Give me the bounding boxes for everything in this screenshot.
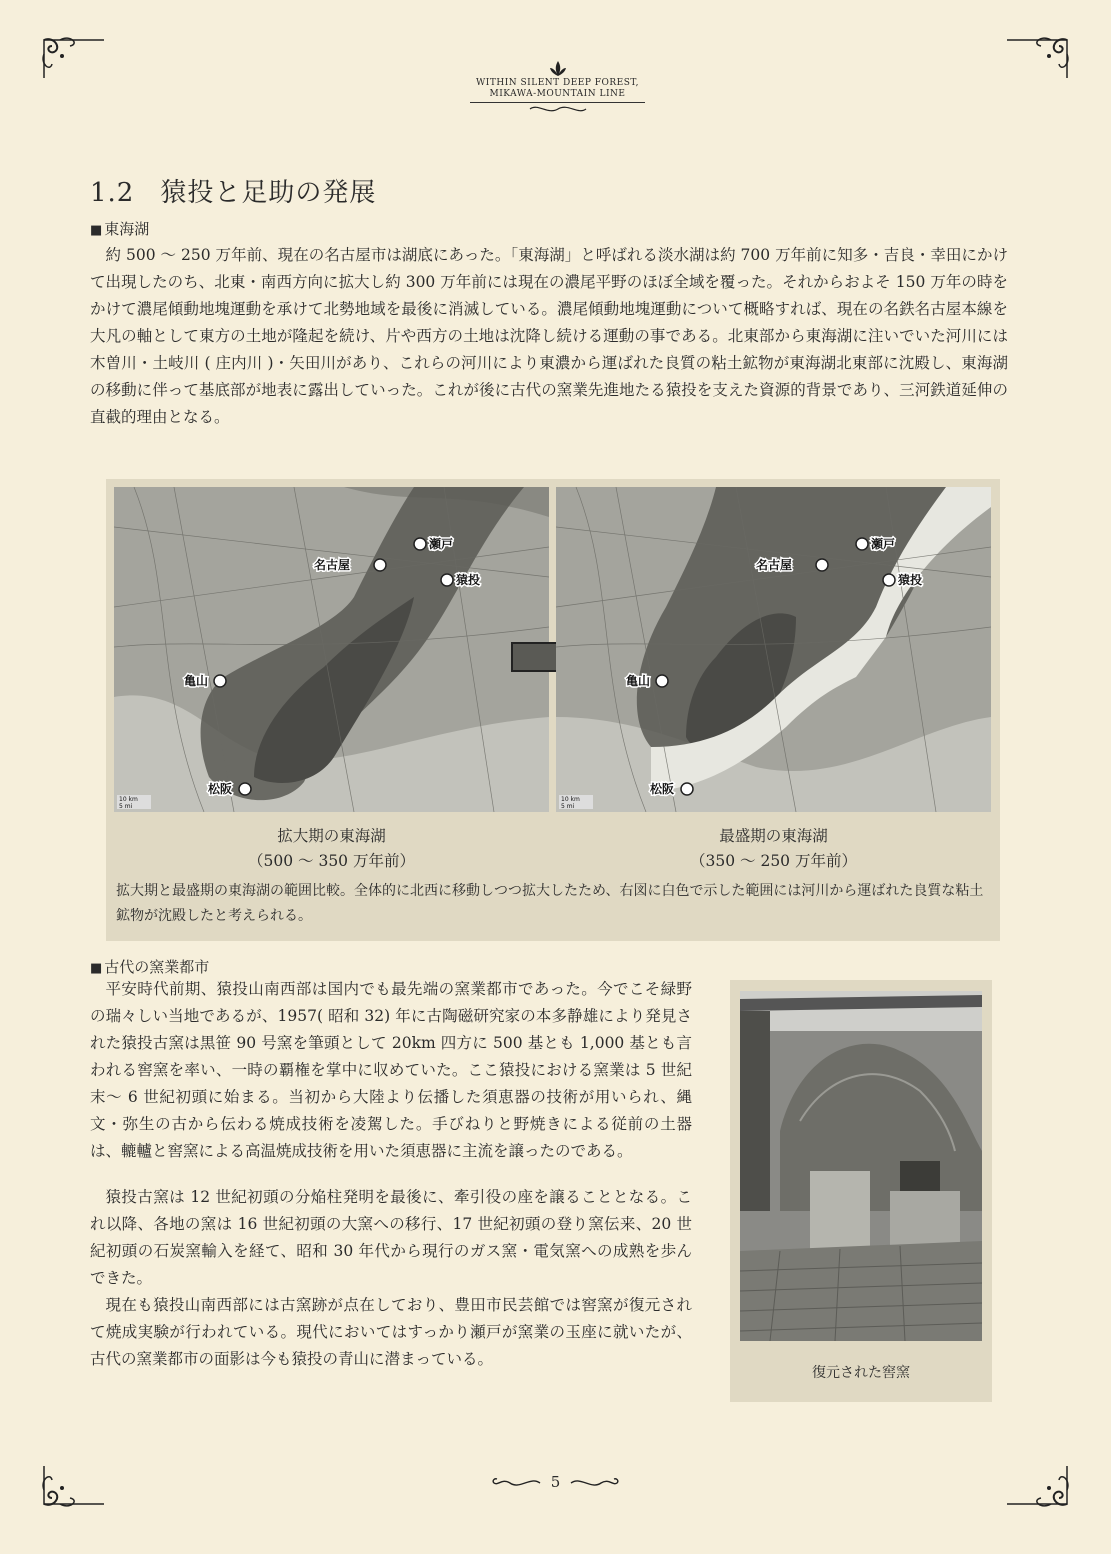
running-header: [470, 60, 645, 115]
page-number: 5: [550, 1473, 561, 1491]
map-caption-period: （350 ～ 250 万年前）: [690, 852, 857, 870]
map-caption-period: （500 ～ 350 万年前）: [248, 852, 415, 870]
map1-scale-mi: 5 mi: [119, 803, 133, 810]
map2-label-kameyama: 亀山: [626, 674, 651, 688]
corner-ornament-top-left: [40, 34, 110, 82]
map-peak-period: [556, 487, 991, 812]
section-title: 猿投と足助の発展: [160, 178, 377, 208]
subheading-text: 東海湖: [104, 220, 150, 238]
paragraph-present-day: 現在も猿投山南西部には古窯跡が点在しており、豊田市民芸館では窖窯が復元されて焼成実験が行われている。現代においてはすっかり瀬戸が窯業の玉座に就いたが、古代の窯業都市の面影は今も猿投の青山に潜まっている。: [90, 1296, 692, 1368]
map1-scale-km: 10 km: [119, 796, 138, 803]
paragraph-ancient-kilns: 平安時代前期、猿投山南西部は国内でも最先端の窯業都市であった。今でこそ緑野の瑞々しい当地であるが、1957( 昭和 32) 年に古陶磁研究家の本多静雄により発見された猿投古窯は黒笹 90 号窯を筆頭として 20km 四方に 500 基とも 1,000 基とも言われる窖窯を率い、一時の覇権を掌中に収めていた。ここ猿投における窯業は 5 世紀末～ 6 世紀初頭に始まる。当初から大陸より伝播した須恵器の技術が用いられ、縄文・弥生の古から伝わる焼成技術を凌駕した。手びねりと野焼きによる従前の土器は、轆轤と窖窯による高温焼成技術を用いた須恵器に主流を譲ったのである。: [90, 980, 692, 1160]
corner-ornament-bottom-right: [1001, 1462, 1071, 1510]
subheading-ancient-ceramics: [90, 956, 209, 977]
map2-scale-mi: 5 mi: [561, 803, 575, 810]
fleur-icon: [546, 60, 570, 78]
map1-label-matsusaka: 松阪: [208, 782, 233, 796]
header-line-1: WITHIN SILENT DEEP FOREST,: [476, 78, 639, 88]
map-caption-expansion: [114, 824, 549, 874]
paragraph-kiln-history: 猿投古窯は 12 世紀初頭の分焔柱発明を最後に、牽引役の座を譲ることとなる。これ以降、各地の窯は 16 世紀初頭の大窯への移行、17 世紀初頭の登り窯伝来、20 世紀初頭の石炭窯輸入を経て、昭和 30 年代から現行のガス窯・電気窯への成熟を歩んできた。: [90, 1188, 692, 1287]
header-flourish-icon: [528, 103, 588, 115]
footer-flourish-left-icon: [490, 1474, 542, 1492]
subheading-text: 古代の窯業都市: [104, 958, 210, 976]
subheading-tokai-lake: [90, 218, 149, 239]
section-number: 1.2: [90, 178, 135, 208]
figure-caption: 拡大期と最盛期の東海湖の範囲比較。全体的に北西に移動しつつ拡大したため、右図に白色で示した範囲には河川から運ばれた良質な粘土鉱物が沈殿したと考えられる。: [116, 883, 984, 924]
corner-ornament-bottom-left: [40, 1462, 110, 1510]
map2-label-nagoya: 名古屋: [756, 558, 793, 572]
map1-label-sanage: 猿投: [456, 573, 481, 587]
map1-label-kameyama: 亀山: [184, 674, 209, 688]
map1-label-nagoya: 名古屋: [314, 558, 351, 572]
photo-caption: 復元された窖窯: [812, 1365, 910, 1381]
map1-label-seto: 瀬戸: [429, 537, 454, 551]
map-expansion-period: [114, 487, 549, 812]
footer-flourish-right-icon: [569, 1474, 621, 1492]
map-caption-title: 拡大期の東海湖: [277, 827, 386, 845]
map2-scale-km: 10 km: [561, 796, 580, 803]
map-caption-title: 最盛期の東海湖: [719, 827, 828, 845]
map-caption-peak: [556, 824, 991, 874]
map2-label-seto: 瀬戸: [871, 537, 896, 551]
map-figure: [106, 479, 1000, 941]
kiln-photo: [740, 991, 982, 1341]
square-bullet-icon: ■: [90, 223, 103, 238]
paragraph-tokai-lake: 約 500 ～ 250 万年前、現在の名古屋市は湖底にあった。「東海湖」と呼ばれる淡水湖は約 700 万年前に知多・吉良・幸田にかけて出現したのち、北東・南西方向に拡大し約 300 万年前には現在の濃尾平野のほぼ全域を覆った。それからおよそ 150 万年の時をかけて濃尾傾動地塊運動を承けて北勢地域を最後に消滅している。濃尾傾動地塊運動について概略すれば、現在の名鉄名古屋本線を大凡の軸として東方の土地が隆起を続け、片や西方の土地は沈降し続ける運動の事である。北東部から東海湖に注いでいた河川には木曽川・土岐川 ( 庄内川 )・矢田川があり、これらの河川により東濃から運ばれた良質の粘土鉱物が東海湖北東部に沈殿し、東海湖の移動に伴って基底部が地表に露出していった。これが後に古代の窯業先進地たる猿投を支えた資源的背景であり、三河鉄道延伸の直截的理由となる。: [90, 246, 1008, 426]
photo-frame: [730, 980, 992, 1402]
map2-label-sanage: 猿投: [898, 573, 923, 587]
page-footer: [490, 1470, 621, 1496]
section-heading: [90, 172, 376, 209]
map2-label-matsusaka: 松阪: [650, 782, 675, 796]
corner-ornament-top-right: [1001, 34, 1071, 82]
square-bullet-icon: ■: [90, 961, 103, 976]
header-line-2: MIKAWA-MOUNTAIN LINE: [470, 89, 645, 103]
